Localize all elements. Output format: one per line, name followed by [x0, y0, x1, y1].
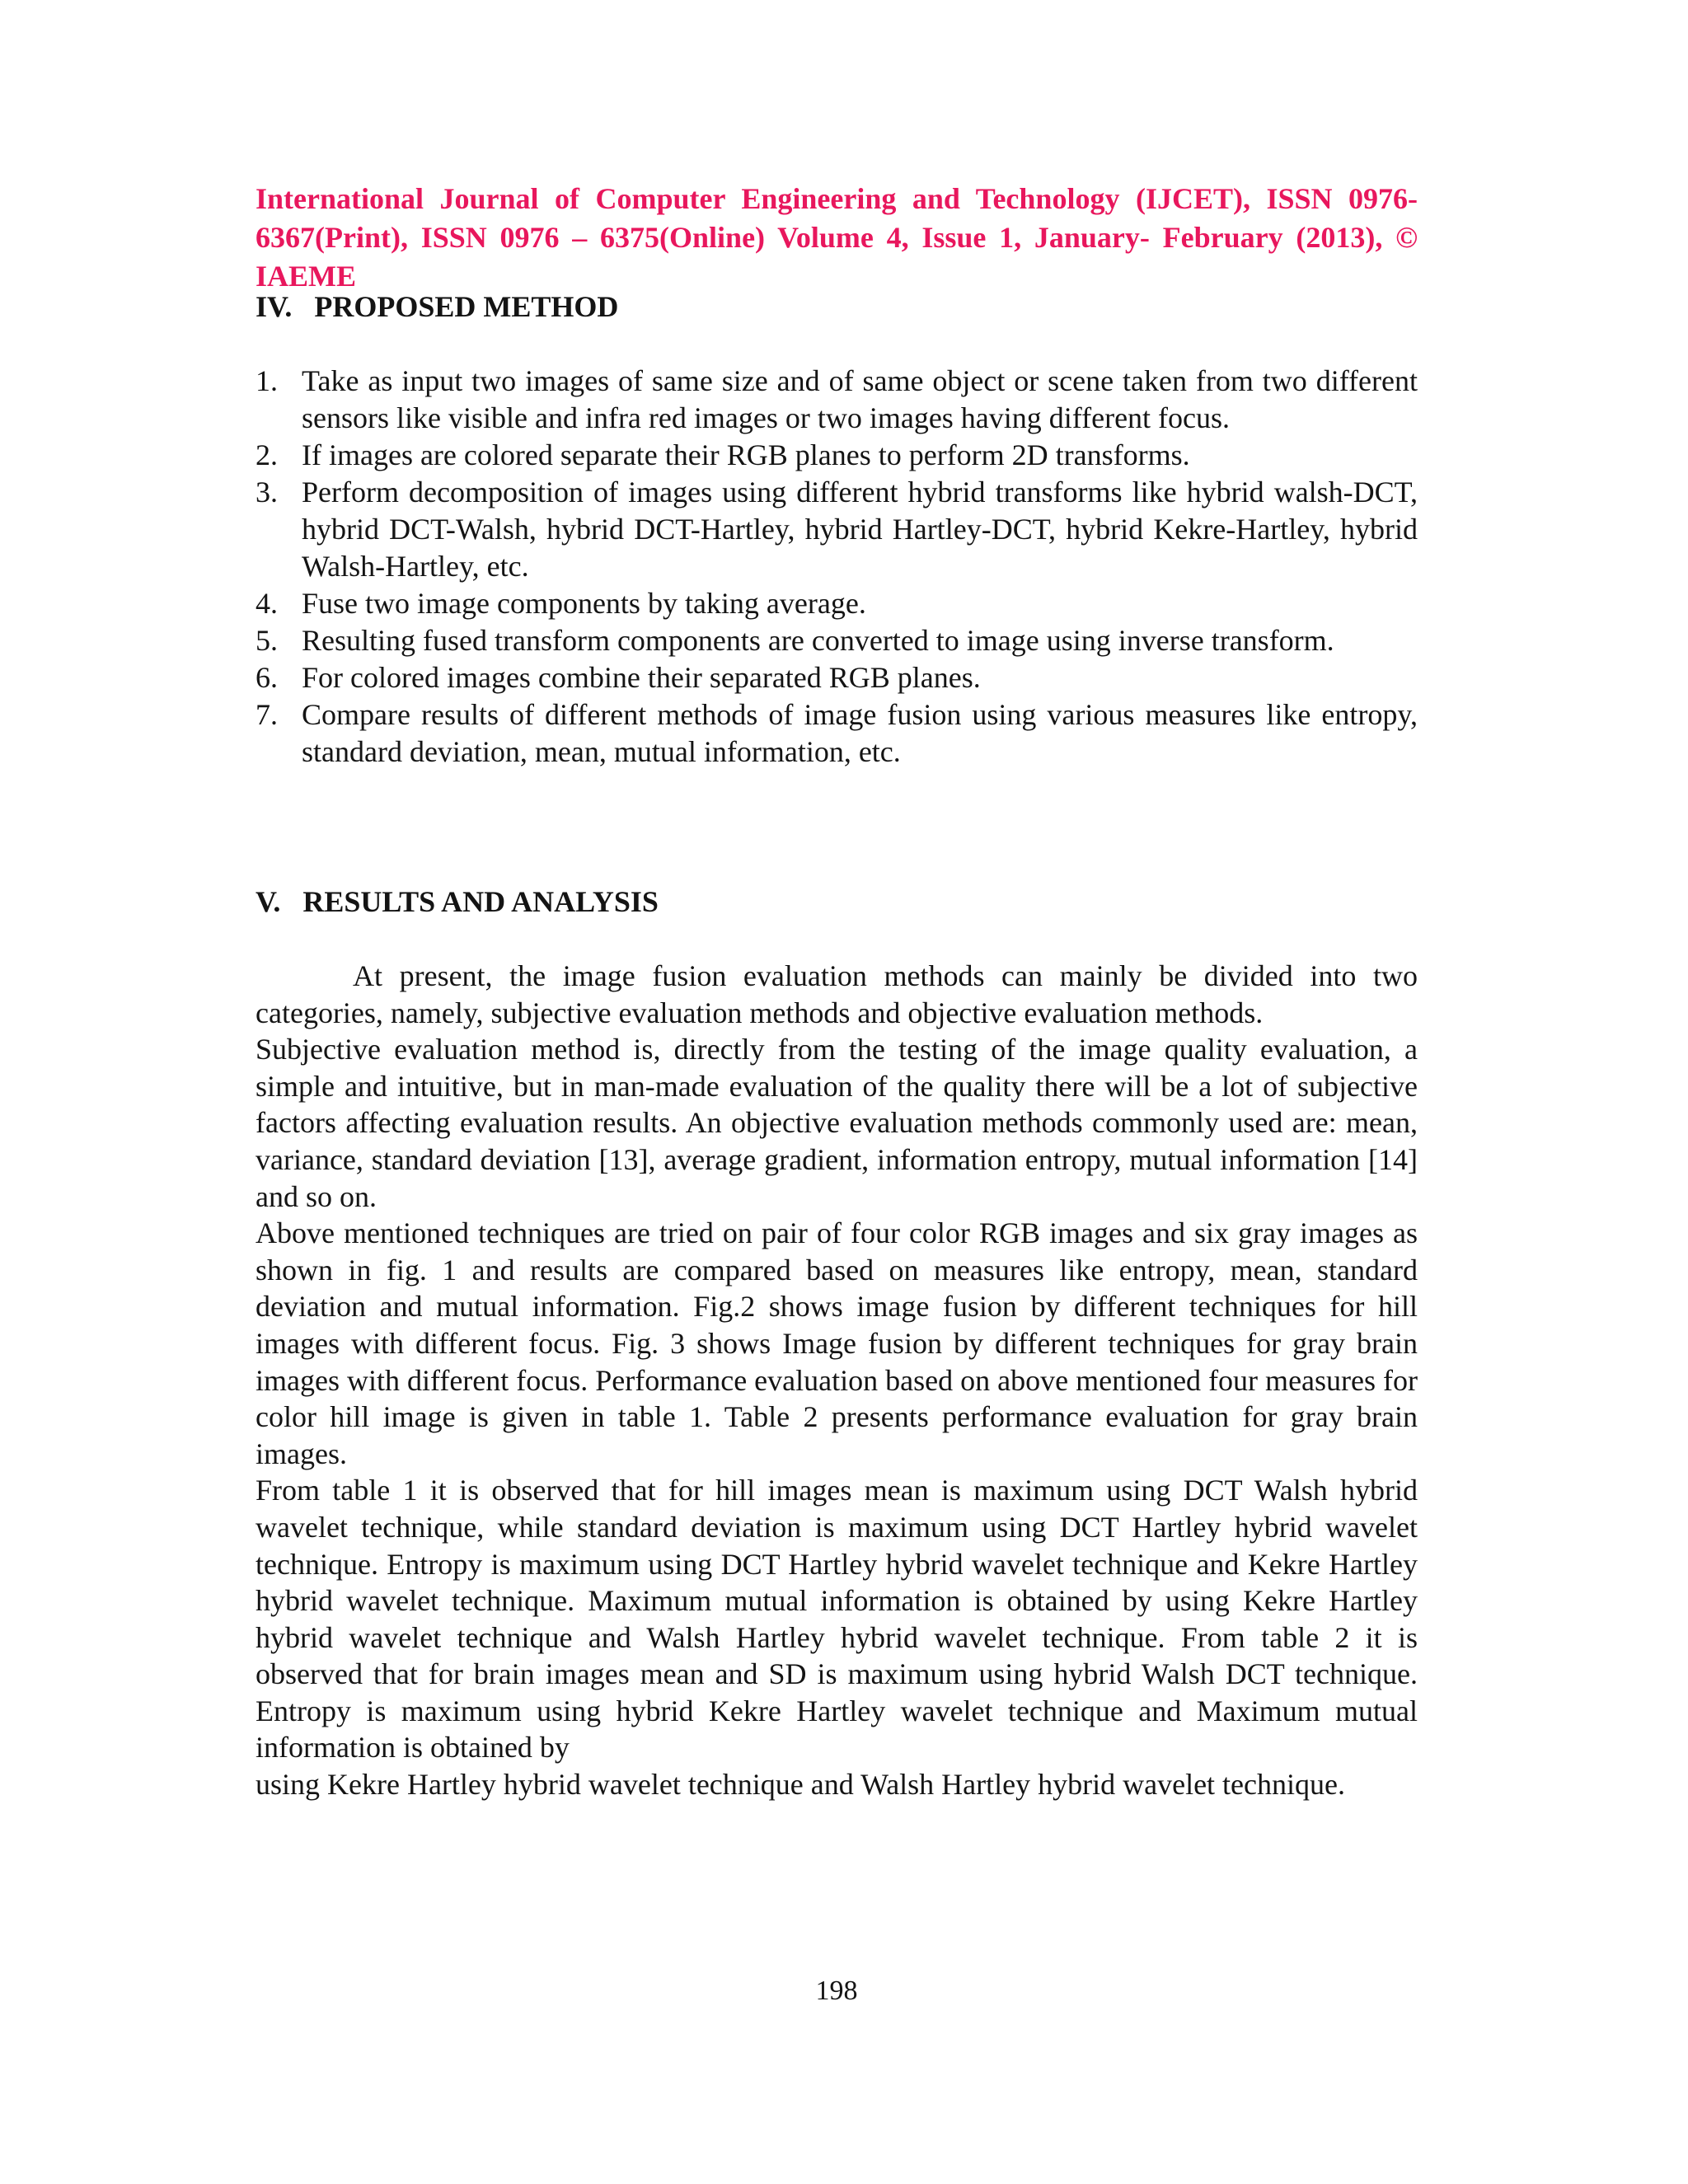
list-item-text: Compare results of different methods of image fusion using various measures like entropy, standard deviation, mean, mutual information, etc. [302, 698, 1418, 768]
paragraph: Above mentioned techniques are tried on pair of four color RGB images and six gray images as shown in fig. 1 and results are compared based on measures like entropy, mean, standard deviation and mutual information. Fig.2 shows image fusion by different techniques for hill images with different focus. Fig. 3 shows Image fusion by different techniques for gray brain images with different focus. Performance evaluation based on above mentioned four measures for color hill image is given in table 1. Table 2 presents performance evaluation for gray brain images. [256, 1216, 1418, 1470]
list-item-number: 5. [256, 624, 278, 657]
list-item-text: Perform decomposition of images using different hybrid transforms like hybrid walsh-DCT, hybrid DCT-Walsh, hybrid DCT-Hartley, hybrid Hartley-DCT, hybrid Kekre-Hartley, hybrid Walsh-Hartley, etc. [302, 476, 1418, 583]
list-item-number: 3. [256, 476, 278, 509]
list-item-text: Take as input two images of same size and of same object or scene taken from two different sensors like visible and infra red images or two images having different focus. [302, 364, 1418, 434]
list-item [256, 585, 1418, 622]
list-item [256, 659, 1418, 696]
paragraph: using Kekre Hartley hybrid wavelet technique and Walsh Hartley hybrid wavelet technique. [256, 1768, 1345, 1802]
list-item-number: 4. [256, 587, 278, 620]
list-item-number: 1. [256, 364, 278, 397]
proposed-method-steps [256, 363, 1418, 771]
document-page [256, 0, 1418, 2184]
list-item-text: Resulting fused transform components are converted to image using inverse transform. [302, 624, 1334, 657]
section-heading-proposed-method: IV. PROPOSED METHOD [256, 290, 619, 323]
list-item-text: Fuse two image components by taking average. [302, 587, 866, 620]
journal-header: International Journal of Computer Engineering and Technology (IJCET), ISSN 0976-6367(Print), ISSN 0976 – 6375(Online) Volume 4, Issue 1, January- February (2013), © IAEME [256, 182, 1418, 293]
list-item [256, 437, 1418, 474]
page-number: 198 [815, 1975, 858, 2006]
paragraph: At present, the image fusion evaluation methods can mainly be divided into two categories, namely, subjective evaluation methods and objective evaluation methods. [256, 959, 1418, 1029]
list-item [256, 474, 1418, 585]
section-heading-results-analysis: V. RESULTS AND ANALYSIS [256, 885, 659, 918]
list-item-text: If images are colored separate their RGB planes to perform 2D transforms. [302, 438, 1190, 471]
paragraph: Subjective evaluation method is, directly from the testing of the image quality evaluation, a simple and intuitive, but in man-made evaluation of the quality there will be a lot of subjective factors affecting evaluation results. An objective evaluation methods commonly used are: mean, variance, standard deviation [13], average gradient, information entropy, mutual information [14] and so on. [256, 1033, 1418, 1213]
list-item [256, 622, 1418, 659]
list-item [256, 363, 1418, 437]
list-item-text: For colored images combine their separated RGB planes. [302, 661, 981, 694]
list-item [256, 696, 1418, 771]
results-body [256, 958, 1418, 1803]
list-item-number: 7. [256, 698, 278, 731]
paragraph: From table 1 it is observed that for hill images mean is maximum using DCT Walsh hybrid wavelet technique, while standard deviation is maximum using DCT Hartley hybrid wavelet technique. Entropy is maximum using DCT Hartley hybrid wavelet technique and Kekre Hartley hybrid wavelet technique. Maximum mutual information is obtained by using Kekre Hartley hybrid wavelet technique and Walsh Hartley hybrid wavelet technique. From table 2 it is observed that for brain images mean and SD is maximum using hybrid Walsh DCT technique. Entropy is maximum using hybrid Kekre Hartley wavelet technique and Maximum mutual information is obtained by [256, 1474, 1418, 1765]
list-item-number: 2. [256, 438, 278, 471]
list-item-number: 6. [256, 661, 278, 694]
